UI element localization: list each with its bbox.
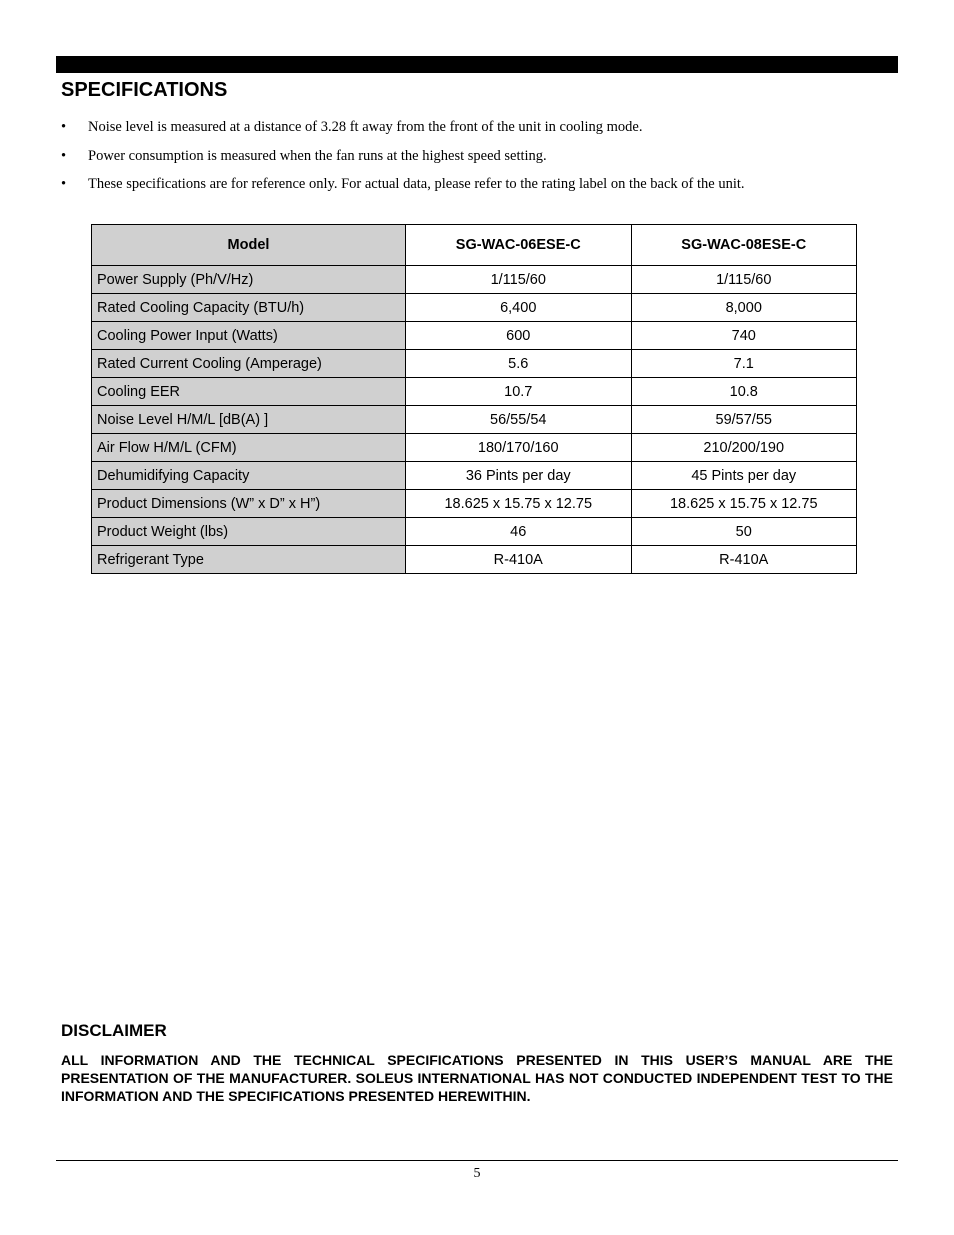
bullet-icon: • xyxy=(61,119,67,135)
table-row xyxy=(92,490,857,518)
spec-label: Noise Level H/M/L [dB(A) ] xyxy=(92,406,406,434)
page-number: 5 xyxy=(473,1166,481,1181)
spec-value-08: 50 xyxy=(631,518,857,546)
table-row xyxy=(92,350,857,378)
spec-label: Dehumidifying Capacity xyxy=(92,462,406,490)
spec-value-08: 45 Pints per day xyxy=(631,462,857,490)
list-item xyxy=(61,174,901,203)
spec-value-08: 59/57/55 xyxy=(631,406,857,434)
spec-value-06: 600 xyxy=(406,322,632,350)
table-row xyxy=(92,406,857,434)
spec-value-06: 180/170/160 xyxy=(406,434,632,462)
spec-label: Product Weight (lbs) xyxy=(92,518,406,546)
spec-label: Rated Current Cooling (Amperage) xyxy=(92,350,406,378)
spec-label: Cooling EER xyxy=(92,378,406,406)
table-header-row xyxy=(92,225,857,266)
table-row xyxy=(92,378,857,406)
spec-value-08: R-410A xyxy=(631,546,857,574)
table-row xyxy=(92,546,857,574)
table-row xyxy=(92,462,857,490)
table-row xyxy=(92,266,857,294)
spec-value-08: 1/115/60 xyxy=(631,266,857,294)
footer-rule xyxy=(56,1160,898,1161)
spec-value-08: 7.1 xyxy=(631,350,857,378)
table-row xyxy=(92,434,857,462)
header-rule xyxy=(56,56,898,73)
disclaimer-text: ALL INFORMATION AND THE TECHNICAL SPECIFICATIONS PRESENTED IN THIS USER’S MANUAL ARE THE PRESENTATION OF THE MANUFACTURER. SOLEUS INTERNATIONAL HAS NOT CONDUCTED INDEPENDENT TEST TO THE INFORMATION AND THE SPECIFICATIONS PRESENTED HEREWITHIN. xyxy=(61,1052,893,1104)
spec-value-08: 210/200/190 xyxy=(631,434,857,462)
spec-value-06: 36 Pints per day xyxy=(406,462,632,490)
spec-value-06: R-410A xyxy=(406,546,632,574)
spec-label: Refrigerant Type xyxy=(92,546,406,574)
specifications-table xyxy=(91,224,857,574)
spec-label: Air Flow H/M/L (CFM) xyxy=(92,434,406,462)
bullet-icon: • xyxy=(61,147,67,164)
table-row xyxy=(92,322,857,350)
table-row xyxy=(92,518,857,546)
spec-value-08: 18.625 x 15.75 x 12.75 xyxy=(631,490,857,518)
page-title: SPECIFICATIONS xyxy=(61,79,228,101)
column-header-model-06: SG-WAC-06ESE-C xyxy=(406,225,632,266)
column-header-model: Model xyxy=(92,225,406,266)
spec-value-06: 5.6 xyxy=(406,350,632,378)
spec-value-06: 10.7 xyxy=(406,378,632,406)
spec-value-06: 18.625 x 15.75 x 12.75 xyxy=(406,490,632,518)
spec-value-06: 1/115/60 xyxy=(406,266,632,294)
table-row xyxy=(92,294,857,322)
spec-value-06: 56/55/54 xyxy=(406,406,632,434)
spec-label: Product Dimensions (W” x D” x H”) xyxy=(92,490,406,518)
note-text: Power consumption is measured when the fan runs at the highest speed setting. xyxy=(88,147,547,164)
spec-value-08: 10.8 xyxy=(631,378,857,406)
spec-label: Power Supply (Ph/V/Hz) xyxy=(92,266,406,294)
spec-value-06: 46 xyxy=(406,518,632,546)
bullet-icon: • xyxy=(61,176,67,192)
spec-value-08: 8,000 xyxy=(631,294,857,322)
spec-label: Rated Cooling Capacity (BTU/h) xyxy=(92,294,406,322)
spec-value-06: 6,400 xyxy=(406,294,632,322)
notes-list xyxy=(61,117,901,203)
spec-label: Cooling Power Input (Watts) xyxy=(92,322,406,350)
spec-value-08: 740 xyxy=(631,322,857,350)
list-item xyxy=(61,117,901,146)
column-header-model-08: SG-WAC-08ESE-C xyxy=(631,225,857,266)
note-text: These specifications are for reference only. For actual data, please refer to the rating label on the back of the unit. xyxy=(88,176,745,192)
note-text: Noise level is measured at a distance of 3.28 ft away from the front of the unit in cooling mode. xyxy=(88,119,643,135)
list-item xyxy=(61,146,901,175)
disclaimer-title: DISCLAIMER xyxy=(61,1021,167,1040)
